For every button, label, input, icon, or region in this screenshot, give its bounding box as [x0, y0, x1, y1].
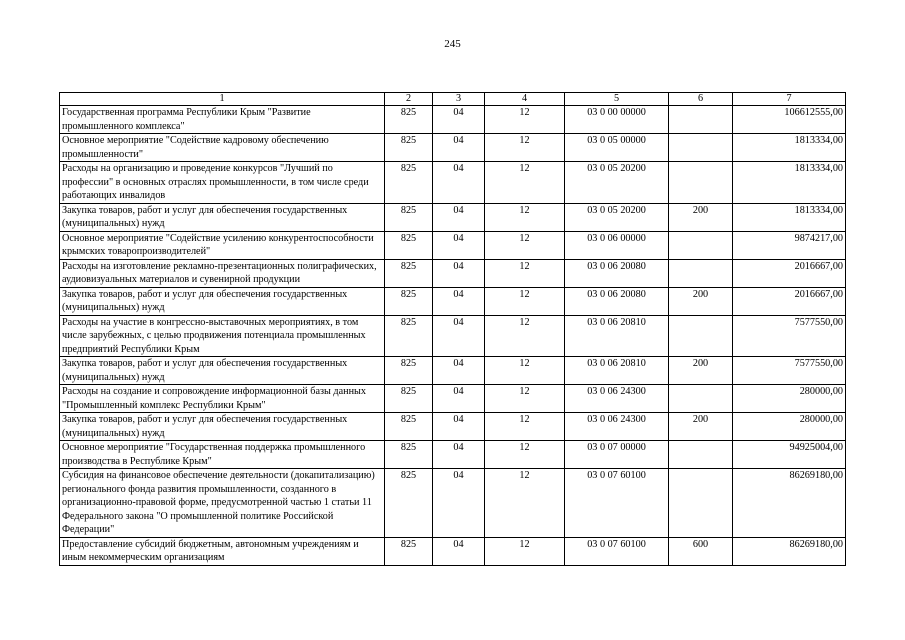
row-admin-code-cell: 825 — [385, 385, 433, 413]
row-admin-code-cell: 825 — [385, 259, 433, 287]
row-subsection-cell: 12 — [485, 203, 565, 231]
table-row — [60, 469, 846, 538]
row-expense-type-cell — [669, 231, 733, 259]
table-row — [60, 162, 846, 204]
row-section-cell: 04 — [433, 385, 485, 413]
row-target-article-cell: 03 0 05 00000 — [565, 134, 669, 162]
row-section-cell: 04 — [433, 357, 485, 385]
row-target-article-cell: 03 0 00 00000 — [565, 106, 669, 134]
row-amount-cell: 1813334,00 — [733, 203, 846, 231]
row-amount-cell: 1813334,00 — [733, 162, 846, 204]
column-header: 7 — [733, 93, 846, 106]
row-target-article-cell: 03 0 06 24300 — [565, 385, 669, 413]
row-amount-cell: 280000,00 — [733, 385, 846, 413]
row-admin-code-cell: 825 — [385, 162, 433, 204]
row-amount-cell: 7577550,00 — [733, 315, 846, 357]
row-target-article-cell: 03 0 05 20200 — [565, 203, 669, 231]
table-row — [60, 413, 846, 441]
row-expense-type-cell — [669, 469, 733, 538]
row-amount-cell: 9874217,00 — [733, 231, 846, 259]
table-row — [60, 231, 846, 259]
table-body — [60, 106, 846, 566]
row-subsection-cell: 12 — [485, 385, 565, 413]
table-row — [60, 287, 846, 315]
row-subsection-cell: 12 — [485, 537, 565, 565]
table-row — [60, 134, 846, 162]
row-section-cell: 04 — [433, 413, 485, 441]
row-admin-code-cell: 825 — [385, 106, 433, 134]
column-header: 4 — [485, 93, 565, 106]
column-header: 3 — [433, 93, 485, 106]
column-header: 6 — [669, 93, 733, 106]
row-admin-code-cell: 825 — [385, 441, 433, 469]
row-expense-type-cell — [669, 315, 733, 357]
row-target-article-cell: 03 0 07 60100 — [565, 537, 669, 565]
row-target-article-cell: 03 0 06 24300 — [565, 413, 669, 441]
row-name-cell: Расходы на изготовление рекламно-презентационных полиграфических, аудиовизуальных материалов и сувенирной продукции — [60, 259, 385, 287]
row-section-cell: 04 — [433, 287, 485, 315]
table-row — [60, 259, 846, 287]
row-name-cell: Субсидия на финансовое обеспечение деятельности (докапитализацию) регионального фонда развития промышленности, созданного в организационно-правовой форме, предусмотренной частью 1 статьи 11 Федерального закона "О промышленной политике Российской Федерации" — [60, 469, 385, 538]
row-section-cell: 04 — [433, 231, 485, 259]
row-admin-code-cell: 825 — [385, 134, 433, 162]
row-amount-cell: 2016667,00 — [733, 259, 846, 287]
row-expense-type-cell: 200 — [669, 357, 733, 385]
row-section-cell: 04 — [433, 537, 485, 565]
table-row — [60, 441, 846, 469]
row-target-article-cell: 03 0 06 20080 — [565, 287, 669, 315]
row-admin-code-cell: 825 — [385, 469, 433, 538]
row-target-article-cell: 03 0 07 00000 — [565, 441, 669, 469]
row-expense-type-cell — [669, 259, 733, 287]
row-name-cell: Расходы на организацию и проведение конкурсов "Лучший по профессии" в основных отраслях промышленности, в том числе среди работающих инвалидов — [60, 162, 385, 204]
row-section-cell: 04 — [433, 441, 485, 469]
row-subsection-cell: 12 — [485, 315, 565, 357]
row-name-cell: Основное мероприятие "Содействие кадровому обеспечению промышленности" — [60, 134, 385, 162]
row-expense-type-cell — [669, 385, 733, 413]
row-subsection-cell: 12 — [485, 259, 565, 287]
row-name-cell: Расходы на создание и сопровождение информационной базы данных "Промышленный комплекс Республики Крым" — [60, 385, 385, 413]
row-section-cell: 04 — [433, 203, 485, 231]
row-subsection-cell: 12 — [485, 357, 565, 385]
row-name-cell: Основное мероприятие "Государственная поддержка промышленного производства в Республике Крым" — [60, 441, 385, 469]
row-subsection-cell: 12 — [485, 162, 565, 204]
row-subsection-cell: 12 — [485, 106, 565, 134]
row-name-cell: Основное мероприятие "Содействие усилению конкурентоспособности крымских товаропроизводителей" — [60, 231, 385, 259]
row-subsection-cell: 12 — [485, 134, 565, 162]
row-target-article-cell: 03 0 07 60100 — [565, 469, 669, 538]
row-name-cell: Предоставление субсидий бюджетным, автономным учреждениям и иным некоммерческим организациям — [60, 537, 385, 565]
row-expense-type-cell — [669, 134, 733, 162]
table-row — [60, 203, 846, 231]
table-header-row — [60, 93, 846, 106]
row-admin-code-cell: 825 — [385, 315, 433, 357]
row-section-cell: 04 — [433, 315, 485, 357]
column-header: 1 — [60, 93, 385, 106]
budget-table — [59, 92, 846, 566]
row-expense-type-cell — [669, 162, 733, 204]
row-subsection-cell: 12 — [485, 231, 565, 259]
row-expense-type-cell: 200 — [669, 287, 733, 315]
row-subsection-cell: 12 — [485, 413, 565, 441]
row-amount-cell: 280000,00 — [733, 413, 846, 441]
row-amount-cell: 2016667,00 — [733, 287, 846, 315]
row-name-cell: Закупка товаров, работ и услуг для обеспечения государственных (муниципальных) нужд — [60, 203, 385, 231]
row-target-article-cell: 03 0 06 20810 — [565, 315, 669, 357]
row-admin-code-cell: 825 — [385, 203, 433, 231]
row-section-cell: 04 — [433, 162, 485, 204]
row-target-article-cell: 03 0 06 20080 — [565, 259, 669, 287]
row-name-cell: Расходы на участие в конгрессно-выставочных мероприятиях, в том числе зарубежных, с целью продвижения потенциала промышленных предприятий Республики Крым — [60, 315, 385, 357]
row-amount-cell: 86269180,00 — [733, 469, 846, 538]
row-admin-code-cell: 825 — [385, 287, 433, 315]
row-name-cell: Закупка товаров, работ и услуг для обеспечения государственных (муниципальных) нужд — [60, 357, 385, 385]
row-section-cell: 04 — [433, 106, 485, 134]
row-amount-cell: 7577550,00 — [733, 357, 846, 385]
row-expense-type-cell: 200 — [669, 413, 733, 441]
column-header: 5 — [565, 93, 669, 106]
table-row — [60, 106, 846, 134]
row-expense-type-cell: 600 — [669, 537, 733, 565]
table-row — [60, 315, 846, 357]
row-section-cell: 04 — [433, 134, 485, 162]
table-row — [60, 357, 846, 385]
row-subsection-cell: 12 — [485, 469, 565, 538]
row-amount-cell: 94925004,00 — [733, 441, 846, 469]
table-row — [60, 385, 846, 413]
row-amount-cell: 106612555,00 — [733, 106, 846, 134]
row-expense-type-cell — [669, 441, 733, 469]
column-header: 2 — [385, 93, 433, 106]
row-section-cell: 04 — [433, 469, 485, 538]
row-target-article-cell: 03 0 05 20200 — [565, 162, 669, 204]
row-section-cell: 04 — [433, 259, 485, 287]
table-row — [60, 537, 846, 565]
row-admin-code-cell: 825 — [385, 231, 433, 259]
page-number: 245 — [444, 38, 461, 50]
row-amount-cell: 1813334,00 — [733, 134, 846, 162]
row-subsection-cell: 12 — [485, 287, 565, 315]
row-admin-code-cell: 825 — [385, 357, 433, 385]
row-subsection-cell: 12 — [485, 441, 565, 469]
row-expense-type-cell — [669, 106, 733, 134]
row-target-article-cell: 03 0 06 00000 — [565, 231, 669, 259]
row-target-article-cell: 03 0 06 20810 — [565, 357, 669, 385]
row-name-cell: Закупка товаров, работ и услуг для обеспечения государственных (муниципальных) нужд — [60, 413, 385, 441]
row-amount-cell: 86269180,00 — [733, 537, 846, 565]
row-name-cell: Закупка товаров, работ и услуг для обеспечения государственных (муниципальных) нужд — [60, 287, 385, 315]
row-name-cell: Государственная программа Республики Крым "Развитие промышленного комплекса" — [60, 106, 385, 134]
row-admin-code-cell: 825 — [385, 537, 433, 565]
row-expense-type-cell: 200 — [669, 203, 733, 231]
row-admin-code-cell: 825 — [385, 413, 433, 441]
